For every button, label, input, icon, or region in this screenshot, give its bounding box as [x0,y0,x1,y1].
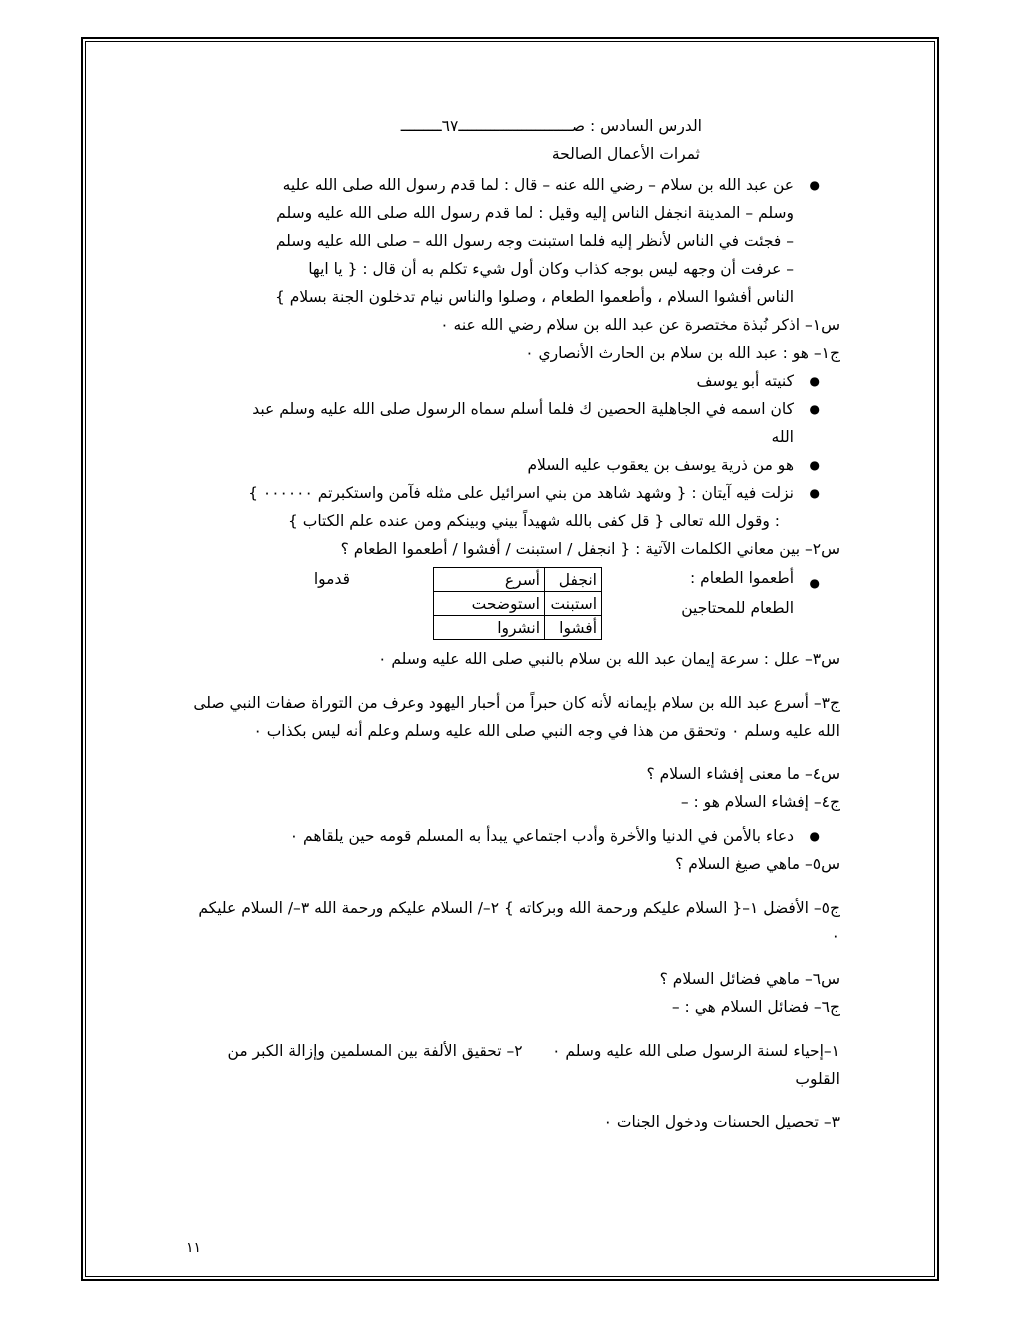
answer-4: ج٤– إفشاء السلام هو : – [680,793,840,811]
table-row [434,616,602,640]
list-item: ● كنيته أبو يوسف [180,367,840,395]
answer-4-points [180,822,840,850]
question-6: س٦– ماهي فضائل السلام ؟ [659,970,840,988]
question-2: س٢– بين معاني الكلمات الآتية : { انجفل / استبنت / أفشوا / أطعموا الطعام ؟ [340,540,840,558]
meaning-cell: انشروا [434,616,545,640]
word-cell: انجفل [545,568,602,592]
list-item: ● دعاء بالأمن في الدنيا والأخرة وأدب اجتماعي يبدأ به المسلم قومه حين يلقاهم ٠ [180,822,840,850]
bullet-icon: ● [809,576,820,590]
word-cell: استبنت [545,592,602,616]
table-row [434,568,602,592]
hadith-text: ● عن عبد الله بن سلام – رضي الله عنه – قال : لما قدم رسول الله صلى الله عليه وسلم – المدينة انجفل الناس إليه وقيل : لما قدم رسول الله صلى الله عليه وسلم – فجئت في الناس لأنظر إليه فلما استبنت وجه رسول الله – صلى الله عليه وسلم – عرفت أن وجهه ليس بوجه كذاب وكان أول شيء تكلم به أن قال : { يا ايها الناس أفشوا السلام ، وأطعموا الطعام ، وصلوا والناس نيام تدخلون الجنة بسلام } [274,171,840,311]
word-meanings-table [433,567,602,640]
answer-3: ج٣– أسرع عبد الله بن سلام بإيمانه لأنه كان حبراً من أحبار اليهود وعرف من التوراة صفات النبي صلى الله عليه وسلم ٠ وتحقق من هذا في وجه النبي صلى الله عليه وسلم وعلم أنه ليس بكذاب ٠ [193,693,840,740]
list-item: ● نزلت فيه آيتان : { وشهد شاهد من بني اسرائيل على مثله فآمن واستكبرتم ٠٠٠٠٠٠ } [204,479,840,507]
meaning-cell: استوضحت [434,592,545,616]
extra-word: قدموا [313,570,350,588]
question-3: س٣– علل : سرعة إيمان عبد الله بن سلام بالنبي صلى الله عليه وسلم ٠ [378,650,840,668]
list-item: ● هو من ذرية يوسف بن يعقوب عليه السلام [180,451,840,479]
lesson-heading: الدرس السادس : صـــــــــــــــــــــــــ٦٧ـــــــــ [400,117,702,135]
question-4: س٤– ما معنى إفشاء السلام ؟ [646,765,840,783]
answer-5: ج٥– الأفضل ١–{ السلام عليكم ورحمة الله وبركاته } ٢–/ السلام عليكم ورحمة الله ٣–/ السلام عليكم ٠ [198,898,840,945]
page-number: ١١ [186,1240,202,1256]
answer-1: ج١– هو : عبد الله بن سلام بن الحارث الأنصاري ٠ [525,344,840,362]
word-cell: أفشوا [545,616,602,640]
answer-1-points [180,367,840,507]
verse-2: : وقول الله تعالى { قل كفى بالله شهيداً بيني وبينكم ومن عنده علم الكتاب } [287,512,780,530]
virtues-item-1-2: ١–إحياء لسنة الرسول صلى الله عليه وسلم ٠ ٢– تحقيق الألفة بين المسلمين وإزالة الكبر من القلوب [222,1041,840,1088]
word-meanings-block [180,563,840,645]
document-body [180,112,840,1136]
virtues-item-3: ٣– تحصيل الحسنات ودخول الجنات ٠ [603,1113,840,1131]
list-item: ● كان اسمه في الجاهلية الحصين ك فلما أسلم سماه الرسول صلى الله عليه وسلم عبد الله [234,395,840,451]
answer-6: ج٦– فضائل السلام هي : – [671,998,840,1016]
question-1: س١– اذكر نُبذة مختصرة عن عبد الله بن سلام رضي الله عنه ٠ [440,316,840,334]
question-5: س٥– ماهي صيغ السلام ؟ [675,855,840,873]
meaning-cell: أسرع [434,568,545,592]
lesson-title: ثمرات الأعمال الصالحة [551,145,700,163]
hadith-list [180,171,840,311]
definition-text: أطعموا الطعام : الطعام للمحتاجين [681,569,794,617]
table-row [434,592,602,616]
